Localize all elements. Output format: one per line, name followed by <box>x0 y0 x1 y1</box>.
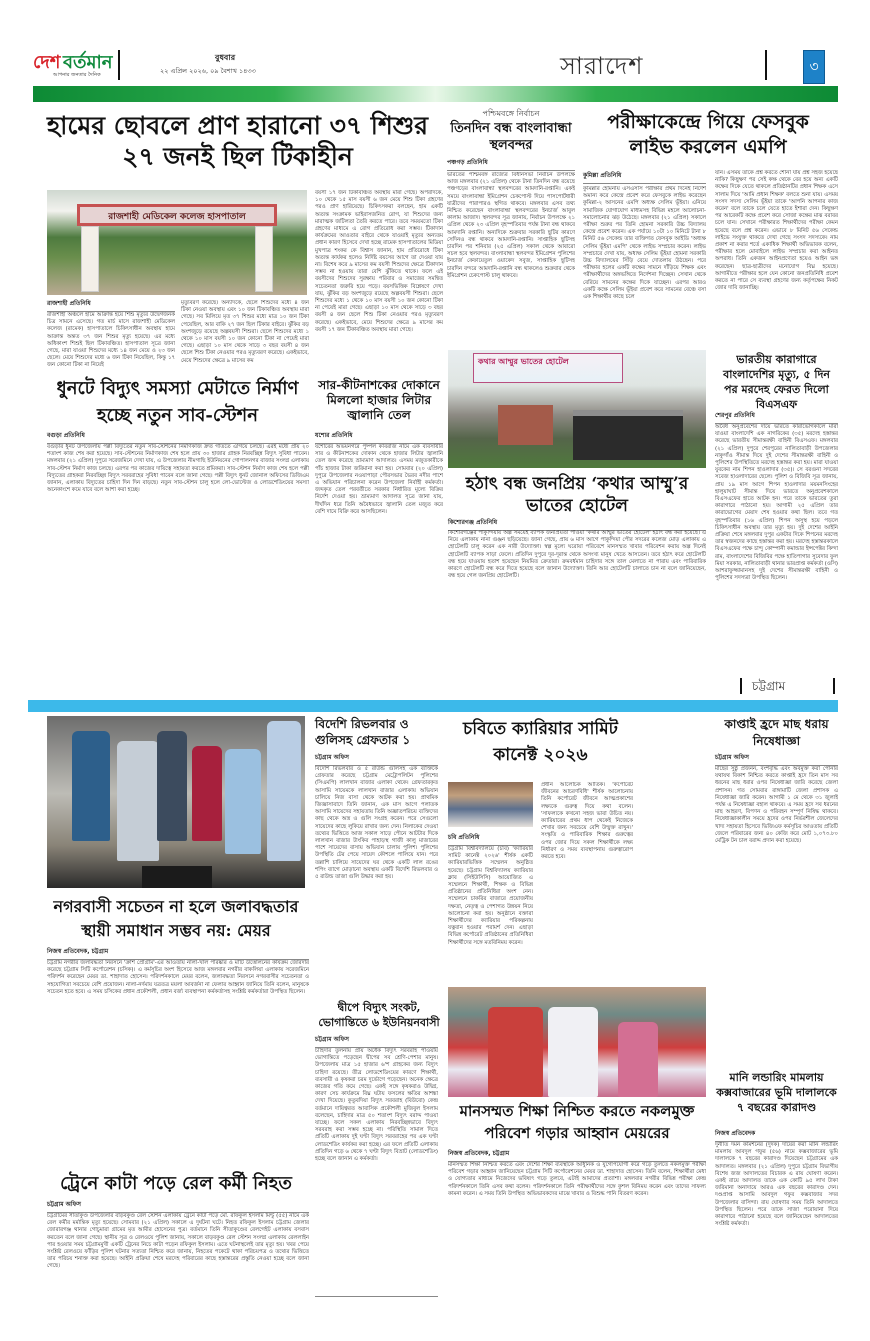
island-body: চাহিদার তুলনায় প্রায় অর্ধেক বিদ্যুৎ সরবরাহ পাওয়ায় ভোগান্তিতে পড়েছেন দ্বীপের সব শ্রেণি-পেশার মানুষ। উপজেলায় মাত্র ১৫ হাজার ৬'শ গ্রাহকের জন্য বিদ্যুৎ চাহিদা রয়েছে। তীব্র লোডশেডিংয়ের কারণে শিক্ষার্থী, ব্যবসায়ী ও কৃষকরা চরম দুর্ভোগে পড়েছেন। অনেক ক্ষেত্রে কাজের গতি কমে গেছে। একই সঙ্গে কৃষকরাও উদ্বিগ্ন, কারণ সেচ কার্যক্রমে বিঘ্ন ঘটায় ফসলের ক্ষতির আশঙ্কা দেখা দিয়েছে। কুতুবদিয়া বিদ্যুৎ সরবরাহ (বিউবো) কেন্দ্র বর্তমানে দায়িত্বরত আবাসিক প্রকৌশলী মুজিবুল ইসলাম বলেছেন, চাহিদার মাত্র ৫০ শতাংশ বিদ্যুৎ বরাদ্দ পাওয়া যাচ্ছে। ফলে সকল এলাকায় নিরবচ্ছিন্নভাবে বিদ্যুৎ সরবরাহ করা সম্ভব হচ্ছে না। পরিস্থিতি সামাল দিতে প্রতিটি এলাকায় দুই ঘণ্টা বিদ্যুৎ সরবরাহের পর এক ঘণ্টা লোডশেডিং কার্যকর করা হচ্ছে। এর ফলে প্রতিটি এলাকায় প্রতিদিন গড়ে ৬ থেকে ৭ ঘণ্টা বিদ্যুৎ বিভ্রাট (লোডশেডিং) হচ্ছে বলে জানান এ কর্মকর্তা। <box>315 1048 438 1163</box>
career-summit-group-photo <box>448 782 533 827</box>
lead-body-col1: রাজশাহী অঞ্চলে হামে আক্রান্ত হয়ে শিশু মৃত্যুর উদ্বেগজনক চিত্র সামনে এসেছে। গত মার্চ মাসে রাজশাহী মেডিকেল কলেজ (রামেক) হাসপাতালে চিকিৎসাধীন অবস্থায় হামে আক্রান্ত অন্তত ৩৭ জন শিশুর মৃত্যু হয়েছে। এর মধ্যে অধিকাংশ শিশুই ছিল টিকাবঞ্চিত। হাসপাতাল সূত্রে জানা গেছে, মারা যাওয়া শিশুদের মধ্যে ১৪ জন মেয়ে ও ২৩ জন ছেলে। মেয়ে শিশুদের মধ্যে ৬ জন টিকা নিয়েছিল, কিন্তু ১৭ জন কোনো টিকা না নিয়েই <box>47 312 175 369</box>
newspaper-logo[interactable] <box>33 48 113 80</box>
career-body-col2: প্রধান আলোচক আতিক। 'কর্পোরেট জীবনের আচরণবিধি' শীর্ষক আলোচনায় তিনি কর্পোরেট জীবনে আত্মপ্রকাশের লক্ষ্যকে গুরুত্ব দিয়ে কথা বলেন। 'সাফল্যকে কখনো সহজ ভাবা উচিত নয়। ক্যারিয়ারের প্রথম ধাপ থেকেই নিজেকে শেখার জন্য সবচেয়ে বেশি উন্মুক্ত রাখুন।' সংস্কৃতি ও পারিবারিক শিক্ষার গুরুত্বের ওপর জোর দিয়ে সকল শিক্ষার্থীকে লক্ষ্য নির্ধারণ ও সময় ব্যবস্থাপনায় গুরুত্বারোপ করতে হবে। <box>541 782 633 861</box>
banglabandha-byline: পঞ্চগড় প্রতিনিধি <box>447 157 575 171</box>
career-headline[interactable]: চবিতে ক্যারিয়ার সামিট কানেক্ট ২০২৬ <box>463 719 618 765</box>
mp-facebook-body-col2: যান। এসময় তাকে প্রশ্ন করতে শোনা যায় প্রশ্ন সহজ হয়েছে নাকি? কিছুক্ষণ পর সেই কক্ষ থেকে বের হয়ে অন্য একটি কক্ষের দিকে যেতে থাকলে প্রতিষ্ঠানটির প্রধান শিক্ষক এসে সালাম দিয়ে 'আমি প্রধান শিক্ষক' বলতে শুনা যায়। এসময় সংসদ সদস্য সেলিম ভূঁইয়া তাকে 'আপনি আপনার কাজ করেন' বলে তাকে চলে যেতে হাতে ইশারা দেন। কিছুক্ষণ পর আরেকটি কক্ষে প্রবেশ করে সোজা কক্ষের মাঝ বরাবর চলে যান। সেখানে পরীক্ষারত শিক্ষার্থীদের পরীক্ষা কেমন হয়েছে বলে প্রশ্ন করেন। এভাবে ৮ মিনিট ৫৬ সেকেন্ড লাইভে সংযুক্ত থাকতে দেখা গেছে সংসদ সদস্যকে। নাম প্রকাশ না করার শর্তে একাধিক শিক্ষার্থী অভিভাবক বলেন, পরীক্ষার হলে মোবাইলে লাইভ সম্প্রচার করা আইনত অপরাধ। তিনি একজন আইনপ্রণেতা হয়েও আইন ভঙ্গ করেছেন। ছাত্র-ছাত্রীদের মনোযোগ বিঘ্ন হয়েছে। আগামীতে পরীক্ষার হলে যেন কোনো জনপ্রতিনিধি প্রবেশ করতে না পারে সে ব্যবস্থা গ্রহণের জন্য কর্তৃপক্ষের নিকট জোর দাবি জানাচ্ছি। <box>715 170 838 292</box>
hotel-banner-text: কথার আম্মুর ভাতের হোটেল <box>478 357 569 366</box>
mp-facebook-byline: কুমিল্লা প্রতিনিধি <box>583 170 706 184</box>
money-laundering-byline: নিজস্ব প্রতিবেদক <box>715 1128 838 1142</box>
career-byline: চবি প্রতিনিধি <box>448 832 533 846</box>
person-figure <box>157 731 187 841</box>
waterlogging-body: চট্টগ্রাম নগরীর জলাবদ্ধতা নিরসনে 'ক্রাশ প্রোগ্রাম'-এর আওতায় নালা-খাল পরিষ্কার ও মাটি উত্তোলনের কার্যক্রম জোরদার করেছে চট্টগ্রাম সিটি কর্পোরেশন (চসিক)। এ কর্মসূচির অংশ হিসেবে আজ মঙ্গলবার নগরীর বাকলিয়া এলাকায় সরেজমিনে পরিদর্শন করেছেন মেয়র ডা. শাহাদাত হোসেন। পরিদর্শনকালে মেয়র বলেন, জলাবদ্ধতা নিরসনে নগরবাসীর সচেতনতা ও সহযোগিতা সবচেয়ে বেশি প্রয়োজন। নালা-নর্দমায় যত্রতত্র ময়লা আবর্জনা না ফেলার আহ্বান জানিয়ে তিনি বলেন, মানুষকে সচেতন হতে হবে। এ সময় চসিকের প্রধান প্রকৌশলী, প্রধান বর্জ্য ব্যবস্থাপনা কর্মকর্তাসহ সংশ্লিষ্ট কর্মকর্তারা উপস্থিত ছিলেন। <box>47 960 309 995</box>
masthead-divider <box>118 50 120 80</box>
train-byline: চট্টগ্রাম অফিস <box>47 1199 309 1213</box>
issue-date: ২২ এপ্রিল ২০২৬, ০৯ বৈশাখ ১৪৩৩ <box>160 67 256 75</box>
career-body-col1: চট্টগ্রাম বিশ্ববিদ্যালয়ে (চবি) 'ক্যারিয়ার সামিট কানেক্ট ২০২৬' শীর্ষক একটি ক্যারিয়ারভিত্তিক সম্মেলন অনুষ্ঠিত হয়েছে। চট্টগ্রাম বিশ্ববিদ্যালয় ক্যারিয়ার ক্লাব (সিইউসিসি) আয়োজিত এ সম্মেলনে শিক্ষার্থী, শিক্ষক ও বিভিন্ন প্রতিষ্ঠানের প্রতিনিধিরা অংশ নেন। সম্মেলনে চাকরির বাজারে প্রয়োজনীয় দক্ষতা, নেতৃত্ব ও পেশাগত উন্নয়ন নিয়ে আলোচনা করা হয়। অনুষ্ঠানে বক্তারা শিক্ষার্থীদের ক্যারিয়ার পরিকল্পনায় যত্নবান হওয়ার পরামর্শ দেন। এছাড়া বিভিন্ন কর্পোরেট প্রতিষ্ঠানের প্রতিনিধিরা শিক্ষার্থীদের সঙ্গে মতবিনিময় করেন। <box>448 846 533 946</box>
section-title: সারাদেশ <box>560 52 644 80</box>
person-figure <box>192 746 222 841</box>
money-laundering-body: দুর্নীতি দমন কমিশনের (দুদক) দায়ের করা মানি লন্ডারিং মামলায় আবদুল গফুর (৫৬) নামে কক্সবাজারের ভূমি দালালকে ৭ বছরের কারাদণ্ড দিয়েছেন চট্টগ্রামের এক আদালত। মঙ্গলবার (২১ এপ্রিল) দুপুরে চট্টগ্রাম বিভাগীয় বিশেষ জজ আদালতের বিচারক এ রায় ঘোষণা করেন। একই রায়ে আদালত তাকে এক কোটি ৯৫ লাখ টাকা জরিমানা অনাদায়ে আরও এক বছরের কারাদণ্ড দেন। দণ্ডপ্রাপ্ত আসামি আবদুল গফুর কক্সবাজার সদর উপজেলার বাসিন্দা। রায় ঘোষণার সময় তিনি আদালতে উপস্থিত ছিলেন। পরে তাকে সাজা পরোয়ানা দিয়ে কারাগারে পাঠানো হয়েছে বলে জানিয়েছেন আদালতের সংশ্লিষ্ট কর্মকর্তা। <box>715 1142 838 1228</box>
train-body: চট্টগ্রামের সীতাকুণ্ড উপজেলার বাড়বকুণ্ড রেল স্টেশন এলাকায় ট্রেনে কাটা পড়ে মো. রফিকুল ইসলাম মিন্টু (৫৫) নামে এক রেল কর্মীর মর্মান্তিক মৃত্যু হয়েছে। সোমবার (২১ এপ্রিল) সকালে এ দুর্ঘটনা ঘটে। নিহত রফিকুল ইসলাম চট্টগ্রাম জেলার জোরারগঞ্জ থানার গোচুমারা গ্রামের মৃত আমীর হোসেনের পুত্র। বর্তমানে তিনি সীতাকুণ্ডের রেলগেইট এলাকায় বসবাস করতেন বলে জানা গেছে। স্থানীয় সূত্র ও রেলওয়ে পুলিশ জানায়, সকালে বাড়বকুণ্ড রেল স্টেশন সংলগ্ন এলাকায় রেললাইন পার হওয়ার সময় চট্টগ্রামমুখী একটি ট্রেনের নিচে কাটা পড়েন রফিকুল ইসলাম। এতে ঘটনাস্থলেই তার মৃত্যু হয়। খবর পেয়ে সংশ্লিষ্ট রেলওয়ে ফাঁড়ির পুলিশ ঘটনার সত্যতা নিশ্চিত করে জানায়, নিহতের পকেটে থাকা পরিচয়পত্র ও তথ্যের ভিত্তিতে তার পরিচয় শনাক্ত করা হয়েছে। আইনি প্রক্রিয়া শেষে মরদেহ পরিবারের কাছে হস্তান্তরের প্রস্তুতি নেওয়া হচ্ছে বলে জানা গেছে। <box>47 1213 309 1270</box>
train-headline[interactable]: ট্রেনে কাটা পড়ে রেল কর্মী নিহত <box>60 1173 292 1194</box>
person-figure <box>117 741 159 861</box>
masthead <box>0 0 870 100</box>
island-byline: চট্টগ্রাম অফিস <box>315 1034 438 1048</box>
chattogram-section-label[interactable]: চট্টগ্রাম <box>752 679 786 693</box>
masthead-green-band <box>33 86 838 102</box>
fuel-headline[interactable]: সার-কীটনাশকের দোকানে মিললো হাজার লিটার জ্বালানি তেল <box>318 378 440 422</box>
story-kicker: পশ্চিমবঙ্গে নির্বাচন <box>482 109 540 118</box>
mp-facebook-body-col1: কুমিল্লার হোমনায় এসএসসি পরীক্ষার প্রথম দিনেই নির্দেশ অমান্য করে কেন্দ্রে প্রবেশ করে ফেসবুকে লাইভ করেছেন কুমিল্লা-২ আসনের এমপি অধ্যক্ষ সেলিম ভূঁইয়া। এনিয়ে সামাজিক যোগাযোগ মাধ্যমসহ বিভিন্ন মহলে আলোচনা-সমালোচনার ঝড় উঠেছে। মঙ্গলবার (২১ এপ্রিল) সকালে পরীক্ষা শুরুর পর তিনি হোমনা সরকারি উচ্চ বিদ্যালয় কেন্দ্রে প্রবেশ করেন। এক পর্যায়ে ১০টা ১০ মিনিটে টানা ৮ মিনিট ৫৬ সেকেন্ড তার ব্যক্তিগত ফেসবুক আইডি 'অধ্যক্ষ সেলিম ভূঁইয়া এমপি' থেকে লাইভ সম্প্রচার করেন। লাইভ সম্প্রচারে দেখা যায়, অধ্যক্ষ সেলিম ভূঁইয়া হোমনা সরকারি উচ্চ বিদ্যালয়ের সিঁড়ি বেয়ে দোতলায় উঠছেন। পরে পরীক্ষার হলের একটি কক্ষের সামনে দাঁড়িয়ে শিক্ষক এবং পরীক্ষার্থীদের অঙ্গভঙ্গিতে নির্দেশনা দিচ্ছেন। সেখান থেকে বেরিয়ে সামনের কক্ষের দিকে যাচ্ছেন। এরপর আরও একটি কক্ষে সেলিম ভূঁইয়া প্রবেশ করে সামনের বেঞ্চে বসা এক শিক্ষার্থীর কাছে চলে <box>583 186 706 301</box>
logo-word-bortoman: বর্তমান <box>63 52 113 73</box>
column-end-rule <box>315 1296 438 1297</box>
fuel-byline: যশোর প্রতিনিধি <box>315 430 443 444</box>
gate-sign-text: রাজশাহী মেডিকেল কলেজ হাসপাতাল <box>108 212 246 222</box>
chattogram-blue-band <box>28 700 838 712</box>
hospital-photo <box>47 190 307 295</box>
hotel-photo <box>448 350 706 468</box>
revolver-headline[interactable]: বিদেশি রিভলবার ও গুলিসহ গ্রেফতার ১ <box>315 717 411 747</box>
person-figure <box>488 1007 543 1097</box>
person-figure <box>267 721 301 861</box>
substation-headline[interactable]: ধুনটে বিদ্যুৎ সমস্যা মেটাতে নির্মাণ হচ্ছে নতুন সাব-স্টেশন <box>56 378 299 426</box>
page-number: ৩ <box>809 59 819 75</box>
banglabandha-headline[interactable]: তিনদিন বন্ধ বাংলাবান্ধা স্থলবন্দর <box>450 121 572 153</box>
kaptai-headline[interactable]: কাপ্তাই হ্রদে মাছ ধরায় নিষেধাজ্ঞা <box>724 717 829 748</box>
mayor-education-headline[interactable]: মানসম্মত শিক্ষা নিশ্চিত করতে নকলমুক্ত পরিবেশ গড়ার আহ্বান মেয়রের <box>459 1102 695 1142</box>
money-laundering-headline[interactable]: মানি লন্ডারিং মামলায় কক্সবাজারের ভূমি দালালকে ৭ বছরের কারাদণ্ড <box>716 1071 837 1114</box>
person-figure <box>548 1007 598 1097</box>
hotel-body: কিশোরগঞ্জের পাকুন্দিয়ায় অল্প সময়েই ব্যাপক জনপ্রিয়তা পাওয়া 'কথার আম্মুর ভাতের হোটেল' হঠাৎ বন্ধ করা হয়েছে। এ নিয়ে এলাকায় নানা গুঞ্জন ছড়িয়েছে। জানা গেছে, প্রায় ৬ মাস আগে পাকুন্দিয়া পৌর সদরের কলেজ মোড় এলাকায় এ হোটেলটি চালু করেন এক নারী উদ্যোক্তা। স্বল্প মূল্যে ঘরোয়া পরিবেশে মানসম্মত খাবার পরিবেশন করায় অল্প দিনেই হোটেলটি ব্যাপক সাড়া ফেলে। প্রতিদিন দুপুরে দূর-দূরান্ত থেকে অসংখ্য মানুষ খেতে আসতেন। তবে হঠাৎ করে হোটেলটি বন্ধ হয়ে যাওয়ায় হতাশ হয়েছেন নিয়মিত ক্রেতারা। ক্রমবর্ধমান চাহিদার সঙ্গে তাল মেলাতে না পারায় এবং পারিবারিক কারণে হোটেলটি বন্ধ করে দিতে হয়েছে বলে জানান উদ্যোক্তা। তিনি আর হোটেলটি চালাতে চান না বলে জানিয়েছেন, বন্ধ হয়ে গেল জনপ্রিয় হোটেলটি। <box>448 530 706 580</box>
lead-body-col3: বয়সী ১৭ জন টিকাবঞ্চিত অবস্থায় মারা গেছে। অপরদিকে, ১০ থেকে ১৫ মাস বয়সী ৬ জন মেয়ে শিশু টিকা গ্রহণের পরও প্রাণ হারিয়েছে। চিকিৎসকরা বলছেন, হাম একটি অত্যন্ত সংক্রামক ভাইরাসজনিত রোগ, যা শিশুদের জন্য মারাত্মক জটিলতা তৈরি করতে পারে। তবে সময়মতো টিকা গ্রহণের মাধ্যমে এ রোগ প্রতিরোধ করা সম্ভব। টিকাদান কার্যক্রমের আওতার বাইরে থেকে যাওয়াই মৃত্যুর অন্যতম প্রধান কারণ হিসেবে দেখা হচ্ছে রামেক হাসপাতালের মিডিয়া মুখপাত্র শংকর কে বিশ্বাস জানান, হাম প্রতিরোধে টিকা অত্যন্ত কার্যকর হলেও নির্দিষ্ট বয়সের আগে তা দেওয়া যায় না। বিশেষ করে ৯ মাসের কম বয়সী শিশুদের ক্ষেত্রে টিকাদান সম্ভব না হওয়ায় তারা বেশি ঝুঁকিতে থাকে। ফলে এই বয়সীদের শিশুদের সুরক্ষায় পরিবার ও সমাজের সমন্বিত সচেতনতা জরুরি হয়ে পড়ে। বয়সভিত্তিক বিশ্লেষণে দেখা যায়, ঝুঁকির বড় অংশজুড়ে রয়েছে অল্পবয়সী শিশুরা। ছেলে শিশুদের মধ্যে ১ থেকে ১০ মাস বয়সী ১০ জন কোনো টিকা না পেয়েই মারা গেছে। এছাড়া ১০ মাস থেকে সাড়ে ৩ বছর বয়সী ৪ জন ছেলে শিশু টিকা নেওয়ার পরও মৃত্যুবরণ করেছে। একইভাবে, মেয়ে শিশুদের ক্ষেত্রে ৯ মাসের কম বয়সী ১৭ জন টিকাবঞ্চিত অবস্থায় মারা গেছে। <box>315 190 443 333</box>
kaptai-body: মাছের সুষ্ঠু প্রজনন, বংশবৃদ্ধি এবং অবমুক্ত করা পোনার যথাযথ বিকাশ নিশ্চিত করতে কাপ্তাই হ্রদে তিন মাস সব ধরনের মাছ ধরার ওপর নিষেধাজ্ঞা জারি করেছে জেলা প্রশাসন। গত সোমবার রাঙ্গামাটি জেলা প্রশাসক এ নিষেধাজ্ঞা জারি করেন। আগামী ১ মে থেকে ৩১ জুলাই পর্যন্ত এ নিষেধাজ্ঞা বহাল থাকবে। এ সময় হ্রদে সব ধরনের মাছ আহরণ, বিপণন ও পরিবহন সম্পূর্ণ নিষিদ্ধ থাকবে। নিষেধাজ্ঞাকালীন সময়ে হ্রদের ওপর নির্ভরশীল জেলেদের খাদ্য সহায়তা হিসেবে ভিজিএফ কর্মসূচির আওতায় প্রতিটি জেলে পরিবারের জন্য ৪০ কেজি করে মোট ১,০৭৩.৮০ মেট্রিক টন চাল বরাদ্দ প্রদান করা হয়েছে। <box>715 766 838 845</box>
kaptai-byline: চট্টগ্রাম অফিস <box>715 752 838 766</box>
substation-byline: বগুড়া প্রতিনিধি <box>47 430 309 444</box>
mayor-education-byline: নিজস্ব প্রতিবেদক, চট্টগ্রাম <box>448 1148 706 1162</box>
waterlogging-byline: নিজস্ব প্রতিবেদক, চট্টগ্রাম <box>47 946 309 960</box>
hotel-headline[interactable]: হঠাৎ বন্ধ জনপ্রিয় ‘কথার আম্মু’র ভাতের হোটেল <box>465 474 689 516</box>
hotel-byline: কিশোরগঞ্জ প্রতিনিধি <box>448 517 706 531</box>
gate-pillar <box>81 226 99 292</box>
section-label-divider <box>833 678 835 694</box>
issue-day: বুধবার <box>215 53 236 62</box>
drain-inspection-photo <box>47 716 305 888</box>
mayor-distribution-photo <box>448 987 706 1097</box>
person-figure <box>72 731 110 841</box>
tin-shed <box>573 410 683 460</box>
waterlogging-headline[interactable]: নগরবাসী সচেতন না হলে জলাবদ্ধতার স্থায়ী সমাধান সম্ভব নয়: মেয়র <box>53 897 299 940</box>
bsf-byline: শেরপুর প্রতিনিধি <box>715 410 838 424</box>
mayor-education-body: মানসম্মত শিক্ষা নিশ্চিত করতে এবং দেশের শিক্ষা ব্যবস্থাকে আধুনিক ও যুগোপযোগী করে গড়ে তুলতে নকলমুক্ত পরীক্ষা পরিবেশ গড়ার আহ্বান জানিয়েছেন চট্টগ্রাম সিটি কর্পোরেশনের মেয়র ডা. শাহাদাত হোসেন। তিনি বলেন, শিক্ষার্থীরা মেধা ও যোগ্যতার মাধ্যমে নিজেদের ভবিষ্যৎ গড়ে তুলবে, এটাই আমাদের প্রত্যাশা। মঙ্গলবার নগরীর বিভিন্ন পরীক্ষা কেন্দ্র পরিদর্শনকালে তিনি এসব কথা বলেন। পরিদর্শনকালে তিনি পরীক্ষার্থীদের সঙ্গে কুশল বিনিময় করেন এবং তাদের সাফল্য কামনা করেন। এ সময় তিনি উপস্থিত অভিভাবকদের মাঝে খাবার ও বিশুদ্ধ পানি বিতরণ করেন। <box>448 1162 706 1197</box>
lead-headline[interactable]: হামের ছোবলে প্রাণ হারানো ৩৭ শিশুর ২৭ জনই ছিল টিকাহীন <box>46 111 429 171</box>
bsf-headline[interactable]: ভারতীয় কারাগারে বাংলাদেশির মৃত্যু, ৫ দিন পর মরদেহ ফেরত দিলো বিএসএফ <box>723 353 830 411</box>
gate-pillar <box>255 226 273 292</box>
hospital-gate-sign <box>77 204 277 226</box>
lead-byline: রাজশাহী প্রতিনিধি <box>47 298 175 312</box>
fuel-body: যশোরের অভয়নগরে পুষ্পল কবিরাজ নামে এক ব্যবসায়ীর সার ও কীটনাশকের দোকান থেকে হাজার লিটার জ্বালানি তেল জব্দ করেছে ভ্রাম্যমাণ আদালত। এসময় মজুতকারীকে পাঁচ হাজার টাকা জরিমানা করা হয়। সোমবার (২০ এপ্রিল) দুপুরে উপজেলার নওয়াপাড়া পৌরসভার ভৈরব নদীর পাশে এ অভিযান পরিচালনা করেন উপজেলা নির্বাহী কর্মকর্তা। জব্দকৃত তেল পরবর্তীতে সরকার নির্ধারিত মূল্যে বিক্রির নির্দেশ দেওয়া হয়। ভ্রাম্যমাণ আদালত সূত্রে জানা যায়, দীর্ঘদিন ধরে তিনি অবৈধভাবে জ্বালানি তেল মজুত করে বেশি দামে বিক্রি করে আসছিলেন। <box>315 444 443 515</box>
mp-facebook-headline[interactable]: পরীক্ষাকেন্দ্রে গিয়ে ফেসবুক লাইভ করলেন এমপি <box>607 111 809 158</box>
banglabandha-body: ভারতের পশ্চিমবঙ্গ রাজ্যের বিধানসভা নির্বাচন উপলক্ষে আজ মঙ্গলবার (২১ এপ্রিল) থেকে টানা তিনদিন বন্ধ রয়েছে পঞ্চগড়ের বাংলাবান্ধা স্থলবন্দরের আমদানি-রপ্তানি। একই সময়ে বাংলাবান্ধা ইমিগ্রেশন চেকপোস্ট দিয়ে পাসপোর্টধারী যাত্রীদের পারাপারও স্থগিত থাকবে। মঙ্গলবার এসব তথ্য নিশ্চিত করেছেন বাংলাবান্ধা স্থলবন্দরের ইনচার্জ আবুল কালাম আজাদ। স্থলবন্দর সূত্র জানায়, নির্বাচন উপলক্ষে ২১ এপ্রিল থেকে ২৩ এপ্রিল বৃহস্পতিবার পর্যন্ত টানা বন্ধ থাকবে আমদানি রপ্তানি। অন্যদিকে শুক্রবার সরকারি ছুটির কারণে সেদিনও বন্ধ থাকবে আমদানি-রপ্তানি। সাপ্তাহিক ছুটিসহ চারদিন পর শনিবার (২৫ এপ্রিল) সকাল থেকে আবারো সচল হবে স্থলবন্দর। বাংলাবান্ধা স্থলবন্দর ইমিগ্রেশন পুলিশের ইনচার্জ কেফায়েতুল ওয়াকেদ সবুজ, সাপ্তাহিক ছুটিসহ চারদিন বন্দরে আমদানি-রপ্তানি বন্ধ থাকলেও শুক্রবার থেকে ইমিগ্রেশন চেকপোস্ট চালু থাকবে। <box>447 172 575 279</box>
masthead-divider <box>765 50 767 80</box>
page-number-badge <box>803 50 825 84</box>
brick-wall <box>498 405 553 445</box>
person-figure <box>225 749 261 854</box>
logo-word-desh: দেশ <box>33 52 61 73</box>
substation-body: বগুড়ার ধুনট উপজেলায় পল্লী বিদ্যুতের নতুন সাব-স্টেশনের নির্মাণকাজ দ্রুত গতিতে এগিয়ে চলছে। এরই মধ্যে প্রায় ২০ শতাংশ কাজ শেষ করা হয়েছে। সাব-স্টেশনের নির্মাণকাজ শেষ হলে প্রায় ৩০ হাজার গ্রাহক নিরবচ্ছিন্ন বিদ্যুৎ সুবিধা পাবেন। মঙ্গলবার (২১ এপ্রিল) দুপুরে সরেজমিনে দেখা যায়, এ উপজেলার নীমগাছি ইউনিয়নের গোপালনগর বাজার সংলগ্ন এলাকায় সাব-স্টেশন নির্মাণ কাজ চলছে। এরপর পর কাজের দায়িত্বে সহায়তা করতে শ্রমিকরা। সাব-স্টেশন নির্মাণ কাজ শেষ হলে পল্লী বিদ্যুতের গ্রাহকরা নিরবচ্ছিন্ন বিদ্যুৎ সরবরাহের সুবিধা পাবেন বলে জানা গেছে। পল্লী বিদ্যুৎ ধুনট জোনাল অফিসের ডিজিএম জানান, এলাকায় বিদ্যুতের চাহিদা দিন দিন বাড়ছে। নতুন সাব-স্টেশন চালু হলে লো-ভোল্টেজ ও লোডশেডিংয়ের সমস্যা অনেকাংশে কমে যাবে বলে আশা করা হচ্ছে। <box>47 444 309 494</box>
lead-body-col2: মৃত্যুবরণ করেছে। অন্যদিকে, ছেলে শিশুদের মধ্যে ৪ জন টিকা নেওয়া অবস্থায় এবং ১০ জন টিকাবঞ্চিত অবস্থায় মারা গেছে। সব মিলিয়ে মৃত ৩৭ শিশুর মধ্যে মাত্র ১০ জন টিকা পেয়েছিল, আর বাকি ২৭ জন ছিল টিকার বাইরে। ঝুঁকির বড় অংশজুড়ে রয়েছে অল্পবয়সী শিশুরা। ছেলে শিশুদের মধ্যে ১ থেকে ১০ মাস বয়সী ১০ জন কোনো টিকা না পেয়েই মারা গেছে। এছাড়া ১০ মাস থেকে সাড়ে ৩ বছর বয়সী ৪ জন ছেলে শিশু টিকা নেওয়ার পরও মৃত্যুবরণ করেছে। একইভাবে, মেয়ে শিশুদের ক্ষেত্রে ৯ মাসের কম <box>181 300 309 364</box>
island-headline[interactable]: দ্বীপে বিদ্যুৎ সংকট, ভোগান্তিতে ৬ ইউনিয়নবাসী <box>318 1001 440 1029</box>
revolver-body: বিদেশি রিভলবার ও ৫ রাউন্ড গুলিসহ এক ব্যক্তিকে গ্রেফতার করেছে চট্টগ্রাম মেট্রোপলিটন পুলিশের (সিএমপি) লালখান বাজার এলাকা থেকে। গ্রেফতারকৃত আসামি সায়েমকে লালখান বাজার এলাকায় অভিযান চালিয়ে নিজ বাসা থেকে আটক করা হয়। প্রাথমিক জিজ্ঞাসাবাদে তিনি জানান, এক মাস আগে পলাতক আসামি সায়েদের সহায়তায় তিনি অজ্ঞাতপরিচয় ব্যক্তিদের কাছ থেকে অস্ত্র ও গুলি সংগ্রহ করেন। পরে সেগুলো সায়েদের কাছে লুকিয়ে রাখার জন্য দেন। নিলাকের দেওয়া তথ্যের ভিত্তিতে আজ সকাল সাড়ে পৌনে আটটার দিকে লালখান বাজার টাংকির পাহাড়স্থ গাজী কালু মাজারের পাশে সায়েদের বাসায় অভিযান চালায় পুলিশ। পুলিশের উপস্থিতি টের পেয়ে সায়েদ কৌশলে পালিয়ে যান। পরে তল্লাশি চালিয়ে সায়েদের ঘর থেকে একটি লাল রঙের শপিং ব্যাগে মোড়ানো অবস্থায় একটি বিদেশি রিভলবার ও ৫ রাউন্ড তাজা গুলি উদ্ধার করা হয়। <box>315 766 438 881</box>
section-label-divider <box>740 678 742 694</box>
drain-opening <box>142 866 212 888</box>
bsf-body: অবৈধ অনুপ্রবেশের দায়ে ভারতে কারাভোগকালে মারা যাওয়া বাংলাদেশি এক নাগরিকের (৩৫) মরদেহ হস্তান্তর করেছে ভারতীয় সীমান্তরক্ষী বাহিনী বিএসএফ। মঙ্গলবার (২১ এপ্রিল) দুপুরে শেরপুরের নালিতাবাড়ী উপজেলার নাকুগাঁও সীমান্ত দিয়ে দুই দেশের সীমান্তরক্ষী বাহিনী ও পুলিশের উপস্থিতিতে মরদেহ হস্তান্তর করা হয়। মারা যাওয়া যুবকের নাম শিপন হাওলাদার (৩৫)। সে বরগুনা সদরের সবেজ হাওলাদারের ছেলে। পুলিশ ও বিজিবি সূত্র জানায়, প্রায় ১৯ মাস আগে শিপন হাওলাদার ময়মনসিংহের হালুয়াঘাট সীমান্ত দিয়ে ভারতে অনুপ্রবেশকালে বিএসএফের হাতে আটক হন। পরে তাকে ভারতের তুরা কারাগারে পাঠানো হয়। আগামী ২৫ এপ্রিল তার কারাভোগের মেয়াদ শেষ হওয়ার কথা ছিল। তবে গত বৃহস্পতিবার (১৬ এপ্রিল) শিপন অসুস্থ হয়ে পড়লে চিকিৎসাধীন অবস্থায় তার মৃত্যু হয়। দুই দেশের আইনি প্রক্রিয়া শেষে মঙ্গলবার দুপুর একটার দিকে শিপনের মরদেহ তার স্বজনদের কাছে হস্তান্তর করা হয়। মরদেহ হস্তান্তরকালে বিএসএফের পক্ষে চান্দু কোম্পানী কমান্ডার ইন্সপেক্টর কিন্দা রাম, বাংলাদেশের বিজিবির পক্ষে হাতিপাগার সুবেদার ফুল মিয়া সরকার, নালিতাবাড়ী থানার ভারপ্রাপ্ত কর্মকর্তা (ওসি) আশরাফুজ্জামানসহ দুই দেশের সীমান্তরক্ষী বাহিনী ও পুলিশের সদস্যরা উপস্থিত ছিলেন। <box>715 424 838 582</box>
logo-tagline: আপনার জনতার দৈনিক <box>53 72 101 78</box>
revolver-byline: চট্টগ্রাম অফিস <box>315 752 438 766</box>
person-figure <box>618 1022 658 1097</box>
